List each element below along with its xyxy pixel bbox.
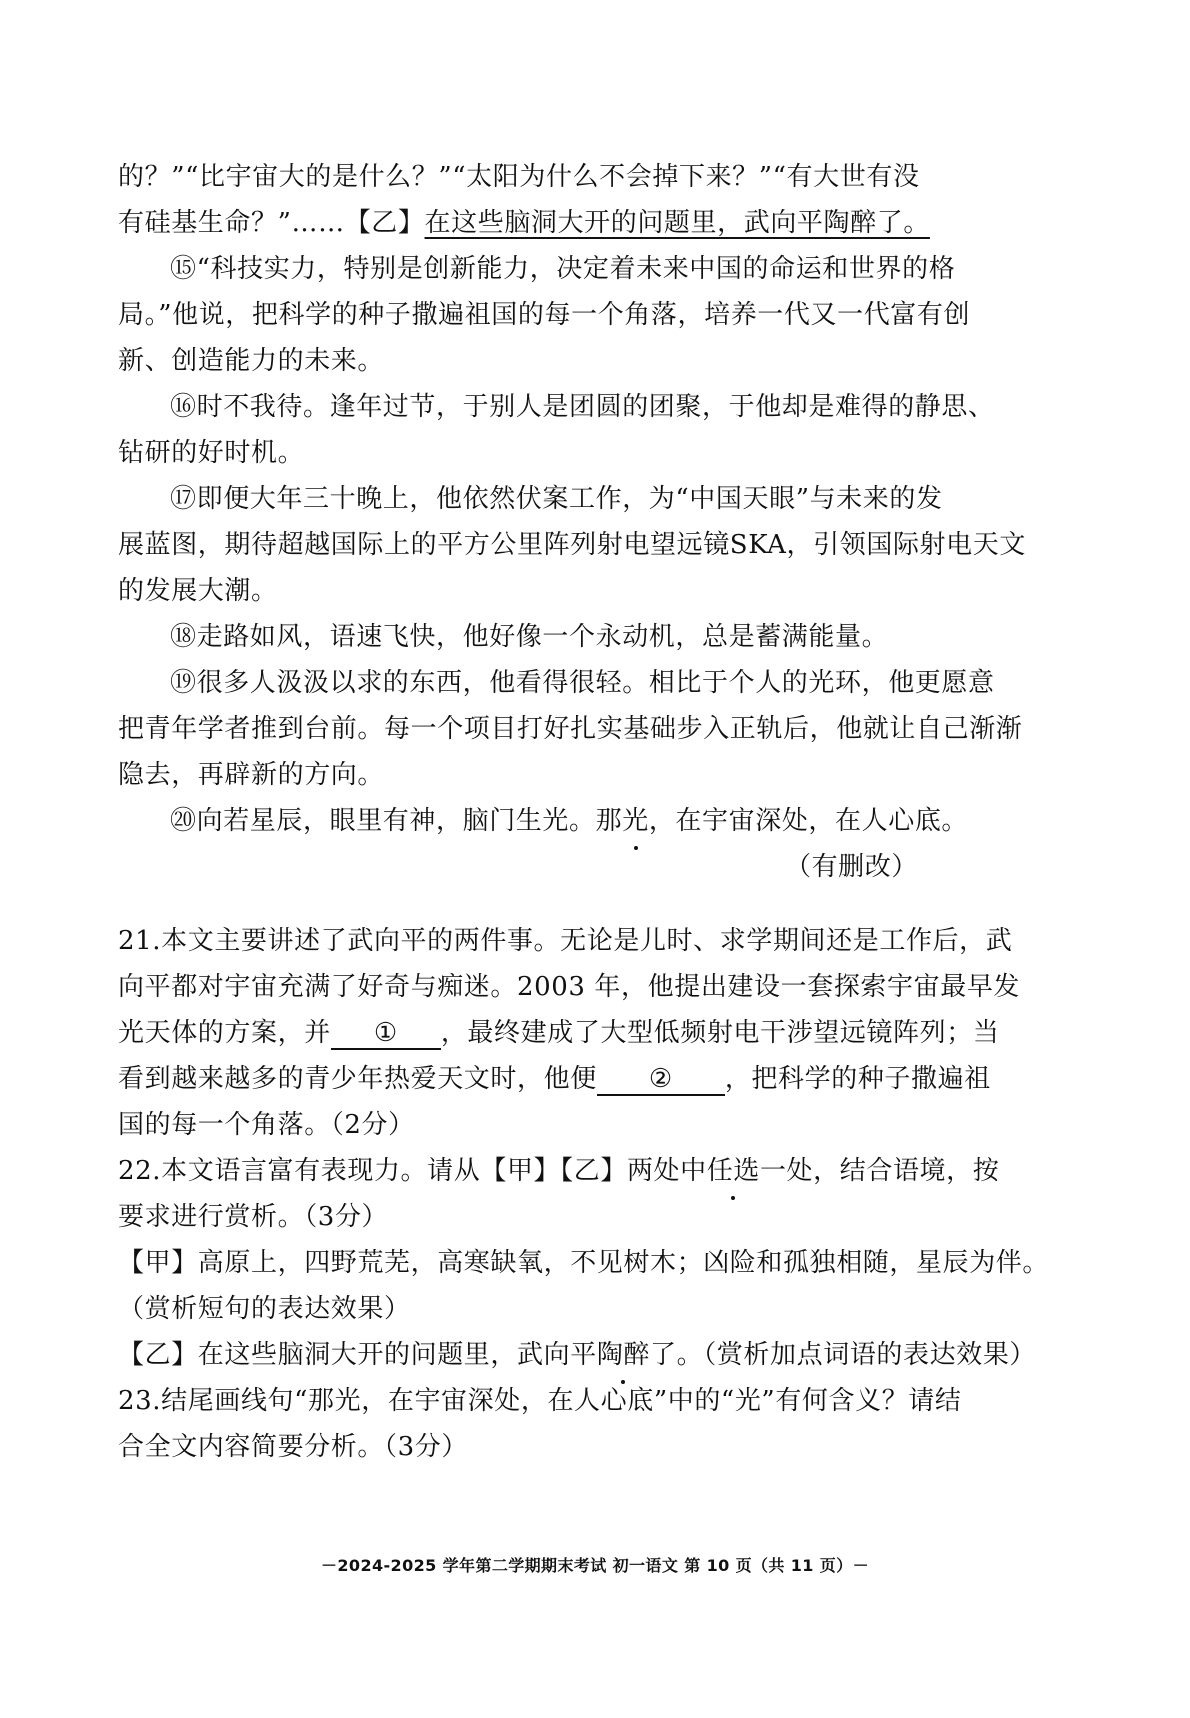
page-footer: －2024-2025 学年第二学期期末考试 初一语文 第 10 页（共 11 页）－ [320,1556,870,1575]
question-line: 要求进行赏析。（3分） [118,1202,389,1232]
passage-line: 新、创造能力的未来。 [118,346,385,376]
passage-line: 局。”他说，把科学的种子撒遍祖国的每一个角落，培养一代又一代富有创 [118,300,971,330]
questions [118,918,1050,1470]
answer-blank-1[interactable]: ① [331,1018,441,1050]
question-23: 23.结尾画线句“那光，在宇宙深处，在人心底”中的“光”有何含义？请结 [118,1386,962,1416]
paragraph-20: ⑳向若星辰，眼里有神，脑门生光。那光，在宇宙深处，在人心底。 [118,798,988,844]
paragraph-19: ⑲很多人汲汲以求的东西，他看得很轻。相比于个人的光环，他更愿意 [170,668,995,698]
paragraph-18: ⑱走路如风，语速飞快，他好像一个永动机，总是蓄满能量。 [170,622,889,652]
paragraph-17: ⑰即便大年三十晚上，他依然伏案工作，为“中国天眼”与未来的发 [170,484,943,514]
paragraph-15: ⑮“科技实力，特别是创新能力，决定着未来中国的命运和世界的格 [170,254,956,284]
answer-blank-2[interactable]: ② [597,1064,725,1096]
dotted-word-light: 光 [622,798,649,844]
underlined-sentence-yi: 在这些脑洞大开的问题里，武向平陶醉了。 [424,208,930,238]
item-jia: 【甲】高原上，四野荒芜，高寒缺氧，不见树木；凶险和孤独相随，星辰为伴。 [118,1248,1050,1278]
item-jia-note: （赏析短句的表达效果） [118,1294,411,1324]
dotted-word-taozui: 陶醉 [597,1332,650,1378]
passage-line: 展蓝图，期待超越国际上的平方公里阵列射电望远镜SKA，引领国际射电天文 [118,530,1026,560]
passage-line: 钻研的好时机。 [118,438,305,468]
marker-yi: 【乙】 [344,208,425,238]
paragraph-16: ⑯时不我待。逢年过节，于别人是团圆的团聚，于他却是难得的静思、 [170,392,995,422]
item-yi: 【乙】在这些脑洞大开的问题里，武向平陶醉了。（赏析加点词语的表达效果） [118,1332,988,1378]
passage-line: 把青年学者推到台前。每一个项目打好扎实基础步入正轨后，他就让自己渐渐 [118,714,1023,744]
passage-line: 的发展大潮。 [118,576,278,606]
question-line: 看到越来越多的青少年热爱天文时，他便 ② ，把科学的种子撒遍祖 [118,1064,991,1094]
question-line: 光天体的方案，并 ① ，最终建成了大型低频射电干涉望远镜阵列；当 [118,1018,1000,1048]
source-note: （有删改） [784,852,918,882]
question-line: 国的每一个角落。（2分） [118,1110,415,1140]
question-21: 21.本文主要讲述了武向平的两件事。无论是儿时、求学期间还是工作后，武 [118,926,1013,956]
question-22: 22.本文语言富有表现力。请从【甲】【乙】两处中任选一处，结合语境，按 [118,1148,988,1194]
passage [118,154,1026,890]
question-line: 向平都对宇宙充满了好奇与痴迷。2003 年，他提出建设一套探索宇宙最早发 [118,972,1021,1002]
dotted-word-renxuan: 任选 [707,1148,760,1194]
passage-line: 隐去，再辟新的方向。 [118,760,385,790]
question-line: 合全文内容简要分析。（3分） [118,1432,468,1462]
passage-line: 有硅基生命？”……【乙】在这些脑洞大开的问题里，武向平陶醉了。 [118,208,930,238]
passage-line: 的？”“比宇宙大的是什么？”“太阳为什么不会掉下来？”“有大世有没 [118,162,920,192]
